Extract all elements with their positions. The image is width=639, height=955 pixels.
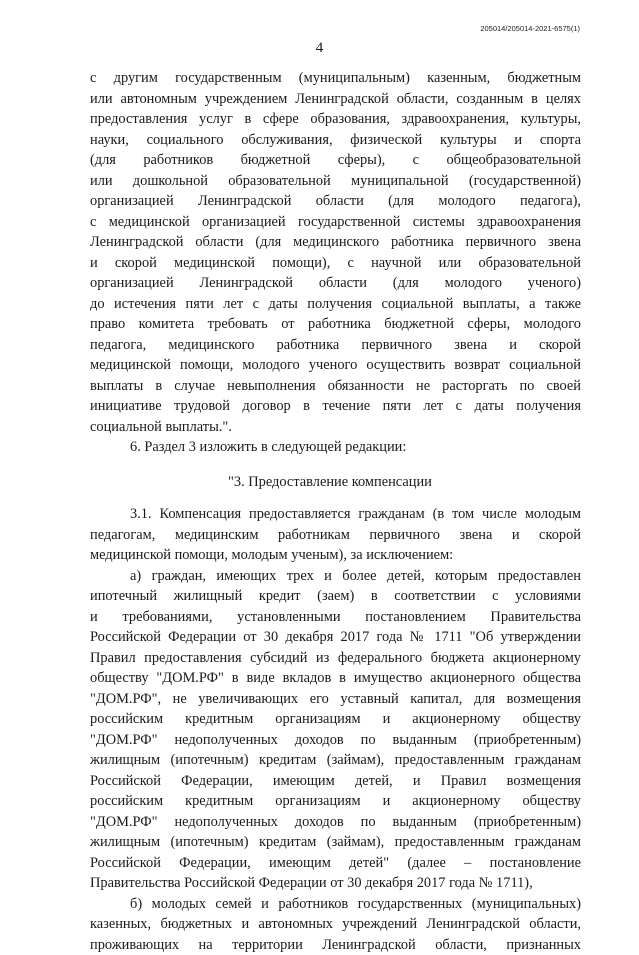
text-line: Российской Федерации, имеющим детей" (далее – постановление <box>90 853 581 874</box>
text-line: право комитета требовать от работника бюджетной сферы, молодого <box>90 314 581 335</box>
text-line: (для работников бюджетной сферы), с общеобразовательной <box>90 150 581 171</box>
text-line: медицинской помощи, молодого ученого осуществить возврат социальной <box>90 355 581 376</box>
paragraph-b <box>90 894 581 955</box>
text-line: науки, социального обслуживания, физической культуры и спорта <box>90 130 581 151</box>
text-line: и требованиями, установленными постановлением Правительства <box>90 607 581 628</box>
text-line: российским кредитным организациям и акционерному обществу <box>90 709 581 730</box>
text-line: Правительства Российской Федерации от 30 декабря 2017 года № 1711), <box>90 873 581 894</box>
text-line: жилищным (ипотечным) кредитам (займам), предоставленным гражданам <box>90 750 581 771</box>
text-line: до истечения пяти лет с даты получения социальной выплаты, а также <box>90 294 581 315</box>
text-line: с другим государственным (муниципальным) казенным, бюджетным <box>90 68 581 89</box>
text-line: предоставления услуг в сфере образования, здравоохранения, культуры, <box>90 109 581 130</box>
text-line: медицинской помощи, молодым ученым), за исключением: <box>90 545 581 566</box>
text-line: 3.1. Компенсация предоставляется гражданам (в том числе молодым <box>90 504 581 525</box>
text-line: социальной выплаты.". <box>90 417 581 438</box>
text-line: инициативе трудовой договор в течение пяти лет с даты получения <box>90 396 581 417</box>
item-6: 6. Раздел 3 изложить в следующей редакции: <box>90 437 581 458</box>
text-line: с медицинской организацией государственной системы здравоохранения <box>90 212 581 233</box>
text-line: организацией Ленинградской области (для молодого ученого) <box>90 273 581 294</box>
text-line: б) молодых семей и работников государственных (муниципальных) <box>90 894 581 915</box>
text-line: проживающих на территории Ленинградской области, признанных <box>90 935 581 955</box>
text-line: Российской Федерации, имеющим детей, и Правил возмещения <box>90 771 581 792</box>
paragraph-continuation <box>90 68 581 437</box>
text-line: российским кредитным организациям и акционерному обществу <box>90 791 581 812</box>
page-number: 4 <box>0 40 639 57</box>
text-line: или автономным учреждением Ленинградской области, созданным в целях <box>90 89 581 110</box>
text-line: выплаты в случае невыполнения обязанности не расторгать по своей <box>90 376 581 397</box>
text-line: и скорой медицинской помощи), с научной или образовательной <box>90 253 581 274</box>
text-line: ипотечный жилищный кредит (заем) в соответствии с условиями <box>90 586 581 607</box>
text-line: Ленинградской области (для медицинского работника первичного звена <box>90 232 581 253</box>
text-line: организацией Ленинградской области (для молодого педагога), <box>90 191 581 212</box>
text-line: обществу "ДОМ.РФ" в виде вкладов в имущество акционерного общества <box>90 668 581 689</box>
paragraph-3-1 <box>90 504 581 566</box>
document-code: 205014/205014-2021-6575(1) <box>480 24 580 33</box>
text-line: "ДОМ.РФ" недополученных доходов по выданным (приобретенным) <box>90 812 581 833</box>
text-line: педагогам, медицинским работникам первичного звена и скорой <box>90 525 581 546</box>
text-line: Правил предоставления субсидий из федерального бюджета акционерному <box>90 648 581 669</box>
text-line: а) граждан, имеющих трех и более детей, которым предоставлен <box>90 566 581 587</box>
text-line: "ДОМ.РФ", не увеличивающих его уставный капитал, для возмещения <box>90 689 581 710</box>
section-heading: "3. Предоставление компенсации <box>90 472 581 493</box>
text-line: или дошкольной образовательной муниципальной (государственной) <box>90 171 581 192</box>
paragraph-a <box>90 566 581 894</box>
spacer <box>90 464 581 472</box>
document-body <box>90 68 581 955</box>
text-line: Российской Федерации от 30 декабря 2017 года № 1711 "Об утверждении <box>90 627 581 648</box>
text-line: "ДОМ.РФ" недополученных доходов по выданным (приобретенным) <box>90 730 581 751</box>
text-line: педагога, медицинского работника первичного звена и скорой <box>90 335 581 356</box>
text-line: жилищным (ипотечным) кредитам (займам), предоставленным гражданам <box>90 832 581 853</box>
text-line: казенных, бюджетных и автономных учреждений Ленинградской области, <box>90 914 581 935</box>
